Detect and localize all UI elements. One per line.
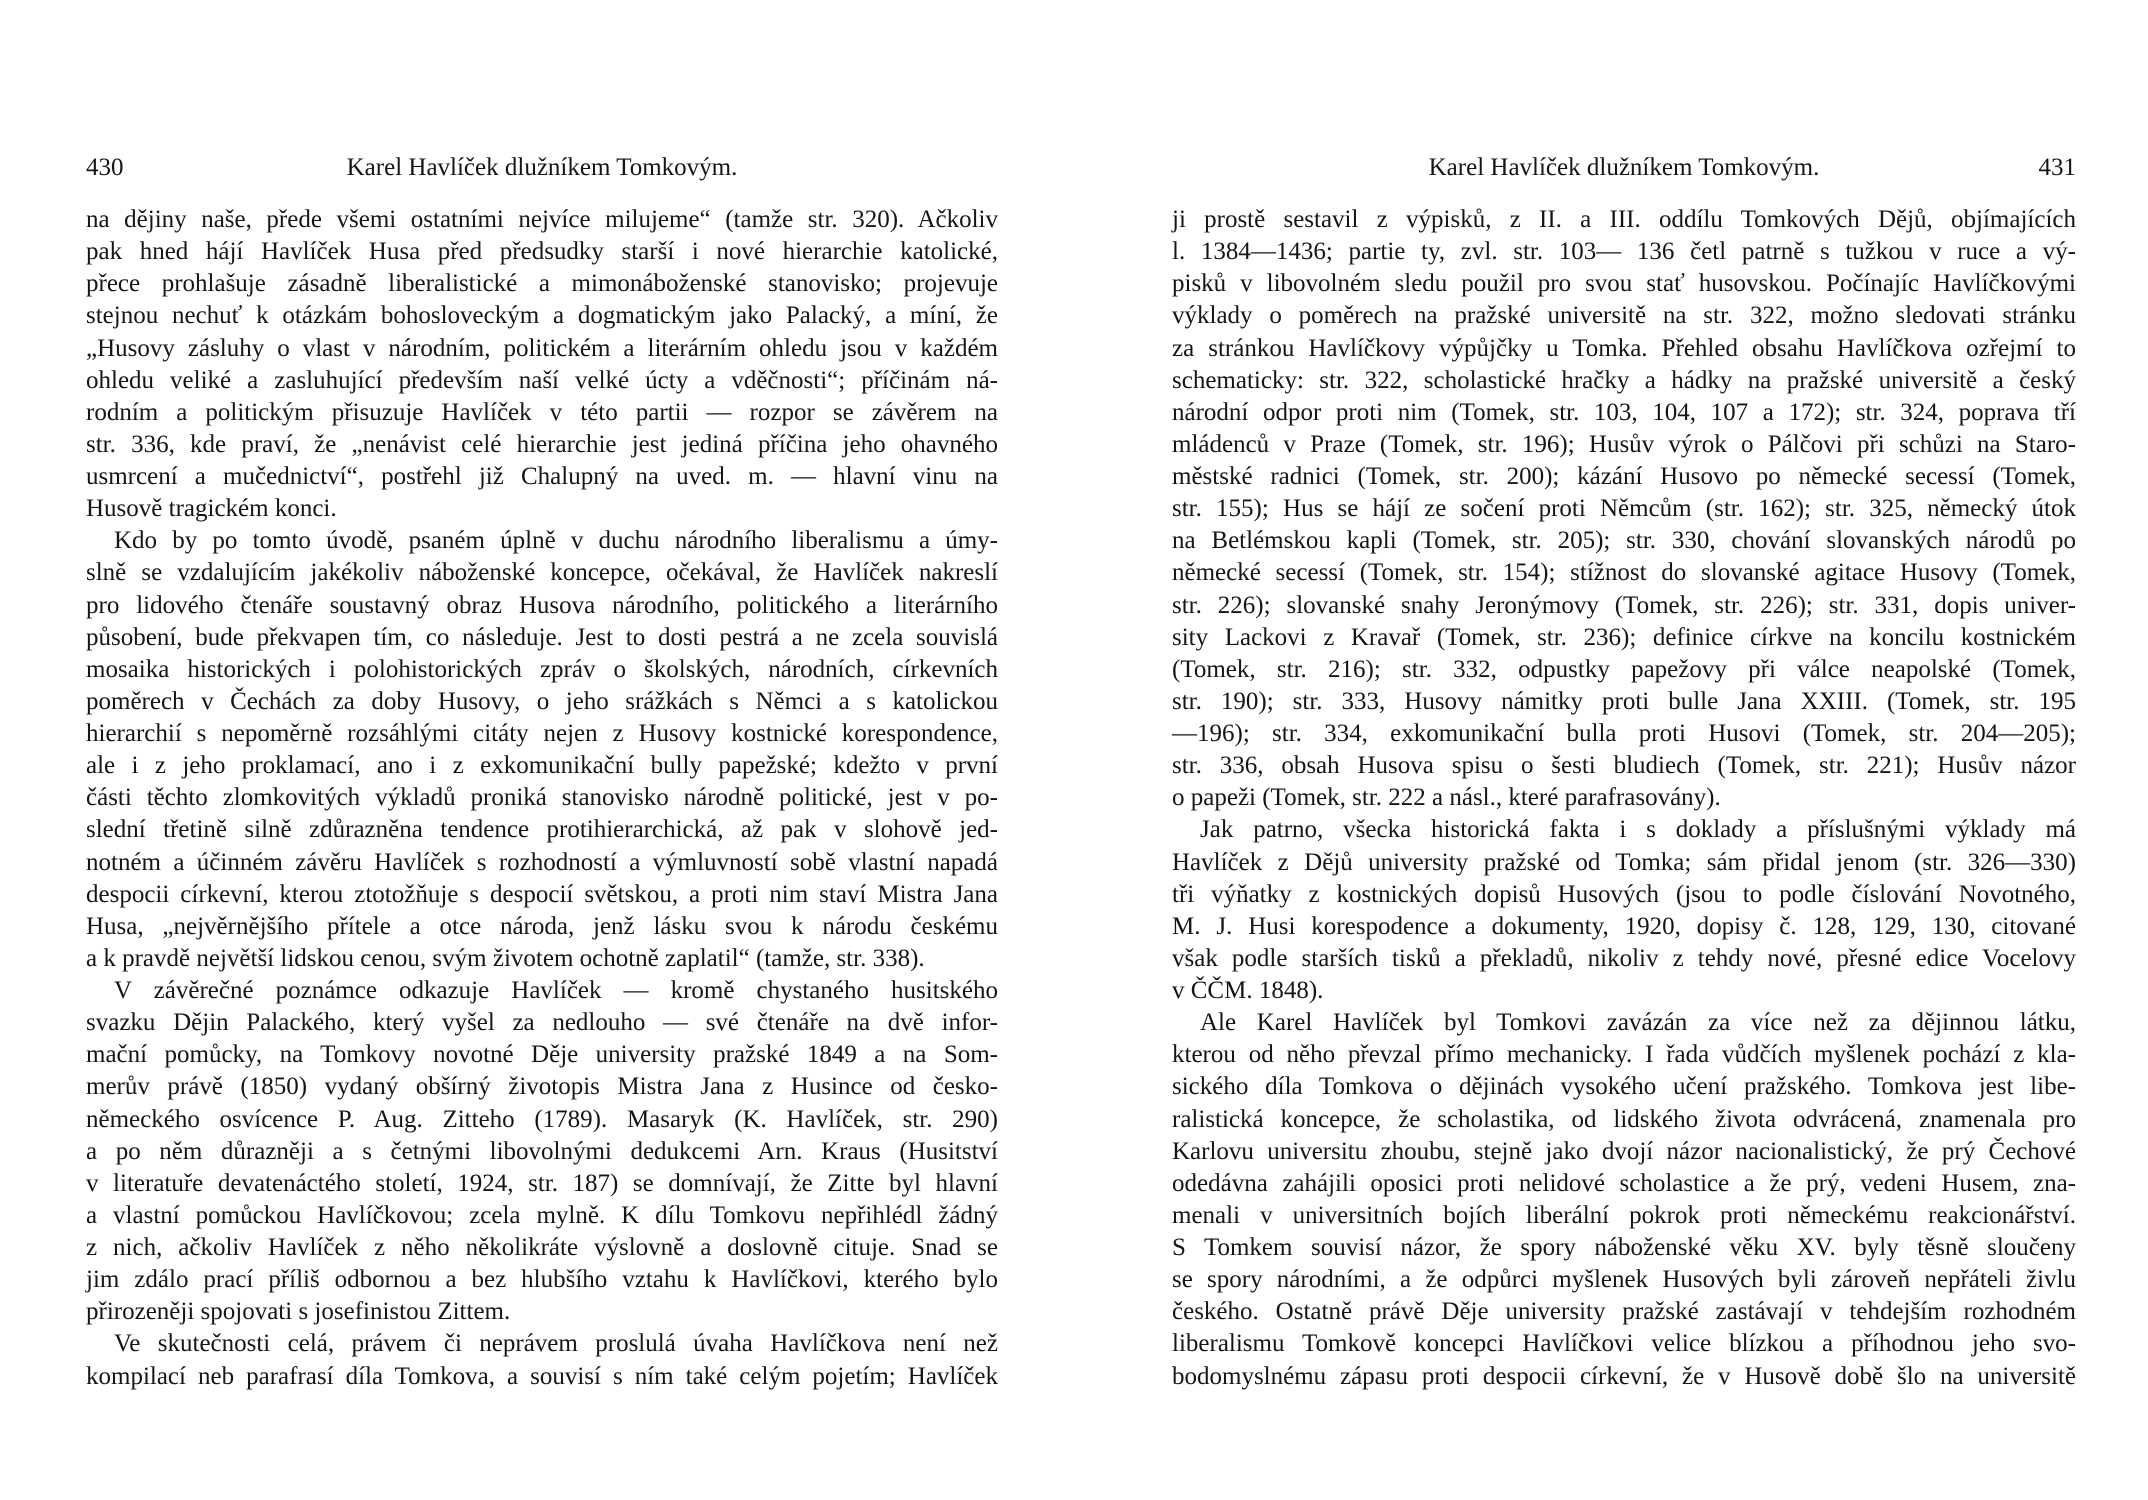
- text-line: za stránkou Havlíčkovy výpůjčky u Tomka. Přehled obsahu Havlíčkova ozřejmí to: [1172, 334, 2076, 362]
- text-line: Havlíček z Dějů university pražské od Tomka; sám přidal jenom (str. 326—330): [1172, 848, 2076, 876]
- text-line: l. 1384—1436; partie ty, zvl. str. 103— 136 četl patrně s tužkou v ruce a vý-: [1172, 238, 2076, 266]
- text-line: části těchto zlomkovitých výkladů proniká stanovisko národně politické, jest v po-: [86, 784, 998, 812]
- paragraph: [86, 525, 998, 975]
- text-line: „Husovy zásluhy o vlast v národním, politickém a literárním ohledu jsou v každém: [86, 334, 998, 362]
- text-line: —196); str. 334, exkomunikační bulla proti Husovi (Tomek, str. 204—205);: [1172, 720, 2076, 747]
- text-line: rodním a politickým přisuzuje Havlíček v této partii — rozpor se závěrem na: [86, 398, 998, 426]
- text-line: a k pravdě největší lidskou cenou, svým životem ochotně zaplatil“ (tamže, str. 338).: [86, 944, 925, 972]
- text-line: jim zdálo prací příliš odbornou a bez hlubšího vztahu k Havlíčkovi, kterého bylo: [86, 1266, 998, 1294]
- text-line: působení, bude překvapen tím, co následuje. Jest to dosti pestrá a ne zcela souvislá: [86, 623, 998, 651]
- text-line: sity Lackovi z Kravař (Tomek, str. 236); definice církve na koncilu kostnickém: [1172, 623, 2076, 651]
- text-line: a po něm důrazněji a s četnými libovolnými dedukcemi Arn. Kraus (Husitství: [86, 1137, 998, 1165]
- text-line: merův právě (1850) vydaný obšírný životopis Mistra Jana z Husince od česko-: [86, 1073, 998, 1101]
- text-line: mační pomůcky, na Tomkovy novotné Děje university pražské 1849 a na Som-: [86, 1041, 998, 1069]
- text-line: kompilací neb parafrasí díla Tomkova, a souvisí s ním také celým pojetím; Havlíček: [86, 1362, 998, 1390]
- text-line: schematicky: str. 322, scholastické hračky a hádky na pražské universitě a český: [1172, 366, 2076, 394]
- text-line: str. 226); slovanské snahy Jeronýmovy (Tomek, str. 226); str. 331, dopis univer-: [1172, 591, 2076, 619]
- text-line: českého. Ostatně právě Děje university pražské zastávají v tehdejším rozhodném: [1172, 1298, 2076, 1326]
- text-line: hierarchií s nepoměrně rozsáhlými citáty nejen z Husovy kostnické korespondence,: [86, 720, 998, 747]
- text-line: str. 336, kde praví, že „nenávist celé hierarchie jest jediná příčina jeho ohavného: [86, 430, 998, 458]
- running-head-title: Karel Havlíček dlužníkem Tomkovým.: [346, 154, 738, 181]
- text-line: ale i z jeho proklamací, ano i z exkomunikační bully papežské; kdežto v první: [86, 752, 998, 780]
- text-line: mosaika historických i polohistorických zpráv o školských, národních, církevních: [86, 655, 998, 683]
- text-line: Ale Karel Havlíček byl Tomkovi zavázán za více než za dějinnou látku,: [1200, 1009, 2076, 1037]
- text-line: Husově tragickém konci.: [86, 495, 337, 523]
- text-line: pak hned hájí Havlíček Husa před předsudky starší i nové hierarchie katolické,: [86, 238, 998, 266]
- text-line: liberalismu Tomkově koncepci Havlíčkovi velice blízkou a příhodnou jeho svo-: [1172, 1330, 2076, 1358]
- right-page: [1074, 0, 2148, 1500]
- text-line: (Tomek, str. 216); str. 332, odpustky papežovy při válce neapolské (Tomek,: [1172, 655, 2076, 683]
- running-header: [1172, 152, 2076, 184]
- text-line: však podle starších tisků a překladů, nikoliv z tehdy nové, přesné edice Vocelovy: [1172, 944, 2076, 972]
- paragraph: [1172, 1007, 2076, 1393]
- text-line: stejnou nechuť k otázkám bohosloveckým a dogmatickým jako Palacký, a míní, že: [86, 302, 998, 330]
- text-line: městské radnici (Tomek, str. 200); kázání Husovo po německé secessí (Tomek,: [1172, 463, 2076, 490]
- text-line: v literatuře devatenáctého století, 1924, str. 187) se domnívají, že Zitte byl hlavní: [86, 1169, 998, 1197]
- text-line: mládenců v Praze (Tomek, str. 196); Husův výrok o Pálčovi při schůzi na Staro-: [1172, 430, 2076, 458]
- text-line: M. J. Husi korespodence a dokumenty, 1920, dopisy č. 128, 129, 130, citované: [1172, 912, 2076, 940]
- text-line: o papeži (Tomek, str. 222 a násl., které parafrasovány).: [1172, 784, 1721, 812]
- page-number: 431: [2038, 154, 2076, 181]
- text-line: národní odpor proti nim (Tomek, str. 103, 104, 107 a 172); str. 324, poprava tří: [1172, 398, 2076, 426]
- text-line: S Tomkem souvisí názor, že spory náboženské věku XV. byly těsně sloučeny: [1172, 1234, 2076, 1261]
- text-line: menali v universitních bojích liberální pokrok proti německému reakcionářství.: [1172, 1201, 2076, 1229]
- text-line: z nich, ačkoliv Havlíček z něho několikráte výslovně a doslovně cituje. Snad se: [86, 1234, 998, 1261]
- text-line: usmrcení a mučednictví“, postřehl již Chalupný na uved. m. — hlavní vinu na: [86, 463, 998, 490]
- text-line: Karlovu universitu zhoubu, stejně jako dvojí názor nacionalistický, že prý Čechové: [1172, 1137, 2076, 1165]
- text-line: sického díla Tomkova o dějinách vysokého učení pražského. Tomkova jest libe-: [1172, 1073, 2076, 1101]
- text-line: Ve skutečnosti celá, právem či neprávem proslulá úvaha Havlíčkova není než: [114, 1330, 998, 1358]
- page-text-body: [1172, 204, 2076, 1393]
- text-line: německé secessí (Tomek, str. 154); stížnost do slovanské agitace Husovy (Tomek,: [1172, 559, 2076, 587]
- text-line: V závěrečné poznámce odkazuje Havlíček — kromě chystaného husitského: [114, 977, 998, 1004]
- text-line: pro lidového čtenáře soustavný obraz Husova národního, politického a literárního: [86, 591, 998, 619]
- text-line: poměrech v Čechách za doby Husovy, o jeho srážkách s Němci a s katolickou: [86, 687, 998, 715]
- text-line: kterou od něho převzal přímo mechanicky. I řada vůdčích myšlenek pochází z kla-: [1172, 1041, 2076, 1069]
- text-line: výklady o poměrech na pražské universitě na str. 322, možno sledovati stránku: [1172, 302, 2076, 330]
- text-line: na dějiny naše, přede všemi ostatními nejvíce milujeme“ (tamže str. 320). Ačkoliv: [86, 206, 998, 233]
- text-line: na Betlémskou kapli (Tomek, str. 205); str. 330, chování slovanských národů po: [1172, 527, 2076, 555]
- paragraph: [1172, 814, 2076, 1007]
- running-header: [86, 152, 998, 184]
- text-line: Jak patrno, všecka historická fakta i s doklady a příslušnými výklady má: [1200, 816, 2076, 844]
- text-line: se spory národními, a že odpůrci myšlenek Husových byli zároveň nepřáteli živlu: [1172, 1266, 2076, 1294]
- running-head-title: Karel Havlíček dlužníkem Tomkovým.: [1428, 154, 1820, 181]
- text-line: odedávna zahájili oposici proti nelidové scholastice a že prý, vedeni Husem, zna-: [1172, 1169, 2076, 1197]
- text-line: despocii církevní, kterou ztotožňuje s despocií světskou, a proti nim staví Mistra Jana: [86, 880, 998, 908]
- paragraph: [1172, 204, 2076, 814]
- text-line: tři výňatky z kostnických dopisů Husových (jsou to podle číslování Novotného,: [1172, 880, 2076, 908]
- text-line: německého osvícence P. Aug. Zitteho (1789). Masaryk (K. Havlíček, str. 290): [86, 1105, 998, 1133]
- paragraph: [86, 204, 998, 525]
- page-number: 430: [86, 154, 124, 181]
- text-line: str. 190); str. 333, Husovy námitky proti bulle Jana XXIII. (Tomek, str. 195: [1172, 687, 2076, 715]
- page-text-body: [86, 204, 998, 1393]
- text-line: ji prostě sestavil z výpisků, z II. a III. oddílu Tomkových Dějů, objímajících: [1172, 206, 2076, 233]
- text-line: svazku Dějin Palackého, který vyšel za nedlouho — své čtenáře na dvě infor-: [86, 1009, 998, 1037]
- text-line: ohledu veliké a zasluhující především naší velké úcty a vděčnosti“; příčinám ná-: [86, 366, 998, 394]
- text-line: str. 336, obsah Husova spisu o šesti bludiech (Tomek, str. 221); Husův názor: [1172, 752, 2076, 780]
- text-line: slední třetině silně zdůrazněna tendence protihierarchická, až pak v slohově jed-: [86, 816, 998, 844]
- text-line: a vlastní pomůckou Havlíčkovou; zcela mylně. K dílu Tomkovu nepřihlédl žádný: [86, 1201, 998, 1229]
- text-line: str. 155); Hus se hájí ze sočení proti Němcům (str. 162); str. 325, německý útok: [1172, 495, 2076, 523]
- paragraph: [86, 975, 998, 1328]
- paragraph: [86, 1328, 998, 1392]
- text-line: slně se vzdalujícím jakékoliv náboženské koncepce, očekával, že Havlíček nakreslí: [86, 559, 998, 587]
- text-line: přirozeněji spojovati s josefinistou Zittem.: [86, 1298, 511, 1326]
- text-line: notném a účinném závěru Havlíček s rozhodností a výmluvností sobě vlastní napadá: [86, 848, 998, 876]
- text-line: v ČČM. 1848).: [1172, 977, 1324, 1004]
- text-line: přece prohlašuje zásadně liberalistické a mimonáboženské stanovisko; projevuje: [86, 270, 998, 298]
- text-line: Kdo by po tomto úvodě, psaném úplně v duchu národního liberalismu a úmy-: [114, 527, 998, 555]
- text-line: ralistická koncepce, že scholastika, od lidského života odvrácená, znamenala pro: [1172, 1105, 2076, 1133]
- text-line: bodomyslnému zápasu proti despocii církevní, že v Husově době šlo na universitě: [1172, 1362, 2076, 1390]
- text-line: pisků v libovolném sledu použil pro svou stať husovskou. Počínajíc Havlíčkovými: [1172, 270, 2076, 298]
- text-line: Husa, „nejvěrnějšího přítele a otce národa, jenž lásku svou k národu českému: [86, 912, 998, 940]
